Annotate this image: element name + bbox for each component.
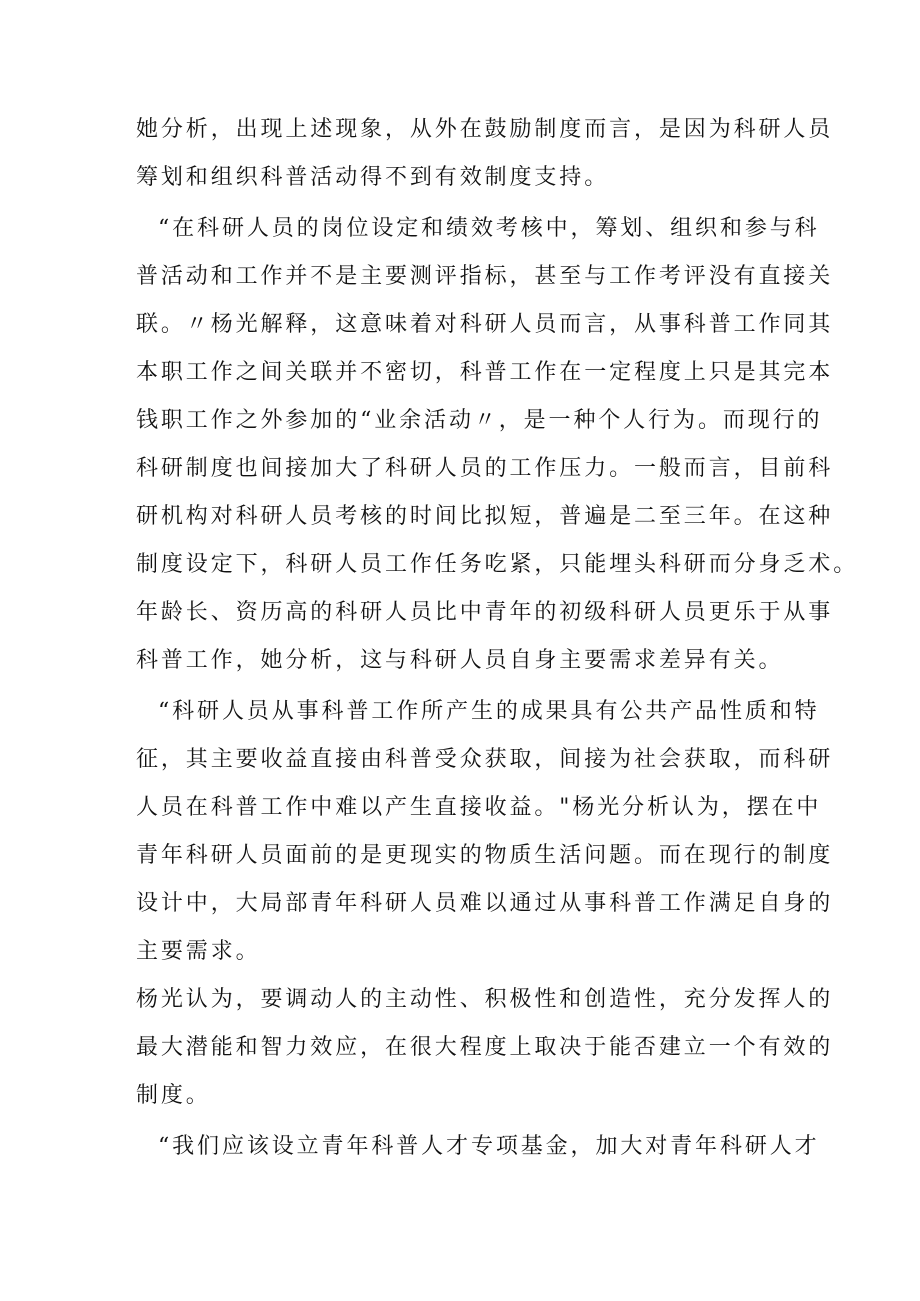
text-line: 钱职工作之外参加的“业余活动〃，是一种个人行为。而现行的 xyxy=(136,408,823,433)
text-line: 科研制度也间接加大了科研人员的工作压力。一般而言，目前科 xyxy=(136,456,834,481)
text-line: 科普工作，她分析，这与科研人员自身主要需求差异有关。 xyxy=(136,648,784,673)
text-line: 青年科研人员面前的是更现实的物质生活问题。而在现行的制度 xyxy=(136,843,834,868)
text-line: 主要需求。 xyxy=(136,939,261,964)
text-line: 人员在科普工作中难以产生直接收益。"杨光分析认为，摆在中 xyxy=(136,795,822,820)
text-line: 普活动和工作并不是主要测评指标，甚至与工作考评没有直接关 xyxy=(136,264,834,289)
text-line: “我们应该设立青年科普人才专项基金，加大对青年科研人才 xyxy=(158,1134,820,1159)
text-line: 筹划和组织科普活动得不到有效制度支持。 xyxy=(136,165,610,190)
text-line: 她分析，出现上述现象，从外在鼓励制度而言，是因为科研人员 xyxy=(136,117,834,142)
text-line: 最大潜能和智力效应，在很大程度上取决于能否建立一个有效的 xyxy=(136,1035,834,1060)
text-line: 本职工作之间关联并不密切，科普工作在一定程度上只是其完本 xyxy=(136,360,834,385)
text-line: 研机构对科研人员考核的时间比拟短，普遍是二至三年。在这种 xyxy=(136,504,834,529)
text-line: “科研人员从事科普工作所产生的成果具有公共产品性质和特 xyxy=(158,699,820,724)
text-line: “在科研人员的岗位设定和绩效考核中，筹划、组织和参与科 xyxy=(158,216,820,241)
text-line: 杨光认为，要调动人的主动性、积极性和创造性，充分发挥人的 xyxy=(136,987,834,1012)
text-line: 制度。 xyxy=(136,1083,211,1108)
text-line: 设计中，大局部青年科研人员难以通过从事科普工作满足自身的 xyxy=(136,891,834,916)
text-line: 征，其主要收益直接由科普受众获取，间接为社会获取，而科研 xyxy=(136,747,834,772)
text-line: 联。〃杨光解释，这意味着对科研人员而言，从事科普工作同其 xyxy=(136,312,834,337)
text-line: 年龄长、资历高的科研人员比中青年的初级科研人员更乐于从事 xyxy=(136,600,834,625)
text-line: 制度设定下，科研人员工作任务吃紧，只能埋头科研而分身乏术。 xyxy=(136,552,859,577)
